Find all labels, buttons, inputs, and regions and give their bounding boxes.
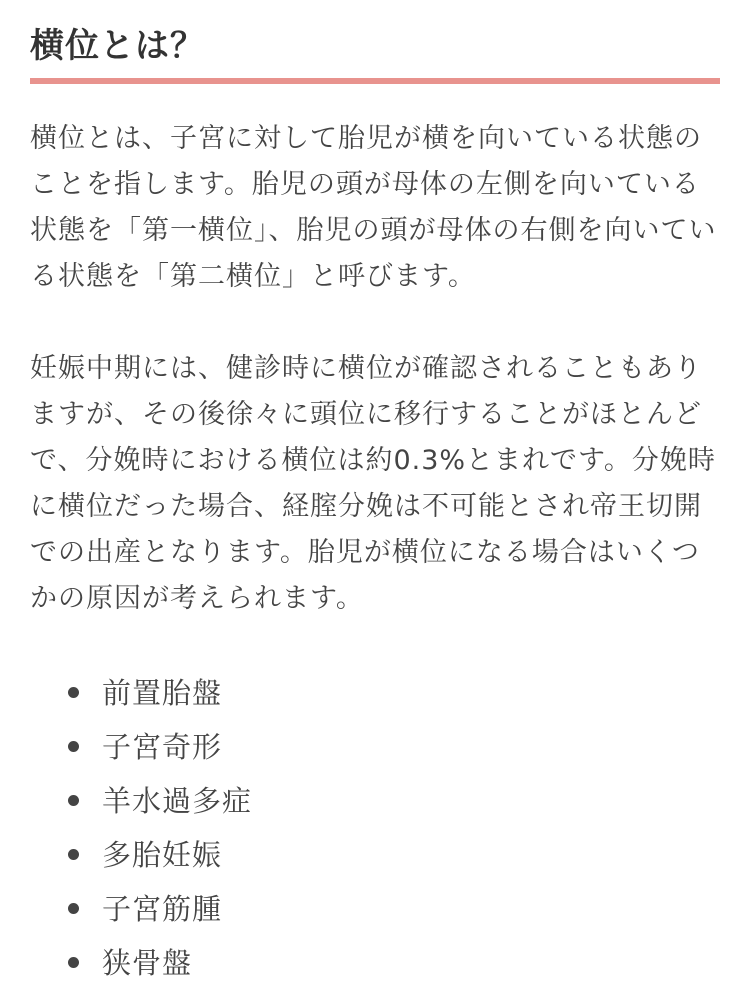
bullet-icon [68, 741, 79, 752]
cause-label: 多胎妊娠 [102, 838, 223, 872]
bullet-icon [68, 849, 79, 860]
cause-label: 羊水過多症 [102, 784, 253, 818]
bullet-icon [68, 687, 79, 698]
list-item [68, 828, 720, 882]
section-heading: 横位とは？ [30, 24, 720, 84]
causes-list [30, 666, 720, 990]
cause-label: 前置胎盤 [102, 676, 223, 710]
bullet-icon [68, 903, 79, 914]
intro-paragraph: 横位とは、子宮に対して胎児が横を向いている状態のことを指します。胎児の頭が母体の左側を向いている状態を「第一横位」、胎児の頭が母体の右側を向いている状態を「第二横位」と呼びます。 [30, 123, 717, 292]
list-item [68, 774, 720, 828]
bullet-icon [68, 957, 79, 968]
list-item [68, 666, 720, 720]
cause-label: 子宮筋腫 [102, 892, 223, 926]
list-item [68, 882, 720, 936]
cause-label: 子宮奇形 [102, 730, 223, 764]
cause-label: 狭骨盤 [102, 946, 193, 980]
bullet-icon [68, 795, 79, 806]
list-item [68, 936, 720, 990]
list-item [68, 720, 720, 774]
detail-paragraph: 妊娠中期には、健診時に横位が確認されることもありますが、その後徐々に頭位に移行することがほとんどで、分娩時における横位は約0.3%とまれです。分娩時に横位だった場合、経腟分娩は不可能とされ帝王切開での出産となります。胎児が横位になる場合はいくつかの原因が考えられます。 [30, 353, 716, 614]
